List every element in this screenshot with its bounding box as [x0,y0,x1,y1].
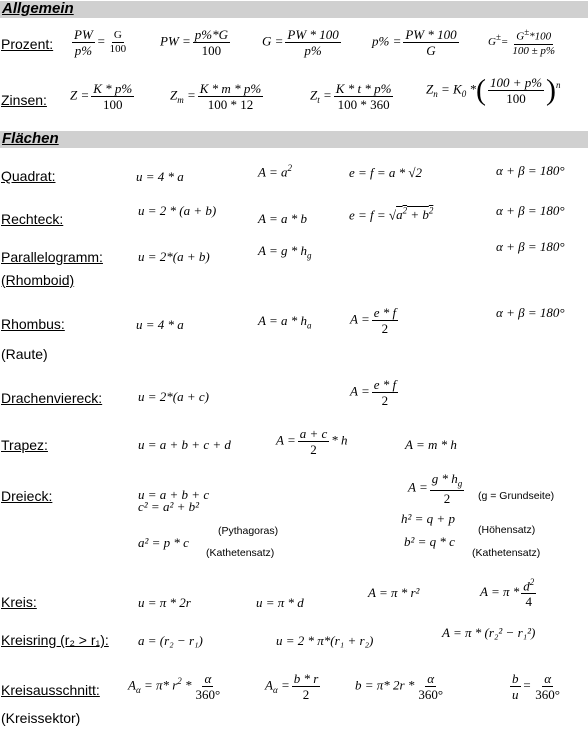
formula-rechteck-A: A = a * b [258,211,307,226]
formula-kreis-u1: u = π * 2r [138,595,191,610]
formula-trapez-A2: A = m * h [405,437,457,452]
formula-dreieck-u: u = a + b + c [138,487,210,502]
section-flaechen: Flächen [0,131,588,148]
formula-kreis-A1: A = π * r² [368,585,420,600]
formula-para-A: $A = g * h_g$ [258,243,312,261]
label-prozent: Prozent: [1,36,54,52]
formula-trapez-A1: A = $\frac{a + c}{2}$ * h [276,426,348,457]
formula-kreis-A2: A = π * $\frac{d^2}{4}$ [480,577,535,610]
note-kathetensatz-1: (Kathetensatz) [206,547,275,559]
formula-prozentwert: PW = $\frac{p\%*G}{100}$ [160,27,229,58]
formula-sektor-ratio: $\frac{b}{u}$ = $\frac{\alpha}{360^\circ}$ [512,671,560,702]
label-quadrat: Quadrat: [1,168,56,184]
formula-dreieck-pythagoras: c² = a² + b² [138,499,200,514]
formula-prozentsatz: p% = $\frac{PW * 100}{G}$ [372,27,457,58]
formula-trapez-u: u = a + b + c + d [138,437,231,452]
label-kreisring: Kreisring (r₂ > r₁): [1,632,109,648]
label-trapez: Trapez: [1,437,48,453]
formula-rhombus-A1: $A = a * h_a$ [258,313,312,331]
label-rechteck: Rechteck: [1,211,64,227]
formula-zinsen-monat: $Z_m$ = $\frac{K * m * p\%}{100 * 12}$ [170,81,262,112]
formula-sektor-A1: $A_\alpha = \pi*$ $r^2$ * $\frac{\alpha}{360^\circ}$ [128,671,221,702]
formula-kathetensatz-b: b² = q * c [404,534,455,549]
formula-rhombus-A2: A = $\frac{e * f}{2}$ [350,305,397,336]
label-dreieck: Dreieck: [1,488,53,504]
label-kreissektor: (Kreissektor) [1,710,81,726]
formula-ring-a: a = (r₂ − r₁) [138,633,203,648]
label-raute: (Raute) [1,346,48,362]
formula-sektor-b: b = π* 2r * $\frac{\alpha}{360^\circ}$ [355,671,444,702]
formula-grundwert: G = $\frac{PW * 100}{p\%}$ [262,27,339,58]
formula-zinsen-tag: $Z_t$ = $\frac{K * t * p\%}{100 * 360}$ [310,81,392,112]
note-pythagoras: (Pythagoras) [218,525,279,537]
formula-prozent-ratio: $\frac{PW}{p\%}$ = $\frac{G}{100}$ [74,27,127,58]
formula-rechteck-e: $e = f = √a^2 + b^2$ [349,206,434,223]
formula-quadrat-angle: α + β = 180° [496,163,565,178]
note-hoehensatz: (Höhensatz) [478,524,536,536]
label-drachenviereck: Drachenviereck: [1,390,103,406]
formula-zinseszins: $Z_n = K_0$ *( $\frac{100 + p\%}{100}$ )$^n$ [426,73,561,107]
formula-quadrat-A: $A = a^2$ [258,163,292,180]
formula-grundwert-pm: G±= $\frac{G^\pm*100}{100 \pm p\%}$ [488,27,556,57]
label-rhombus: Rhombus: [1,316,65,332]
formula-zinsen-jahr: Z = $\frac{K * p\%}{100}$ [70,81,133,112]
section-allgemein: Allgemein [0,1,588,18]
formula-kreis-u2: u = π * d [256,595,304,610]
formula-rechteck-u: u = 2 * (a + b) [138,203,217,218]
formula-sektor-A2: $A_\alpha$ = $\frac{b * r}{2}$ [265,671,319,702]
formula-drachen-u: u = 2*(a + c) [138,389,209,404]
formula-ring-A: A = π * (r₂² − r₁²) [442,625,536,640]
label-parallelogramm: Parallelogramm: [1,249,103,265]
note-grundseite: (g = Grundseite) [478,490,555,502]
formula-rhombus-u: u = 4 * a [136,317,184,332]
formula-rechteck-angle: α + β = 180° [496,203,565,218]
formula-kathetensatz-a: a² = p * c [138,535,189,550]
formula-quadrat-e: e = f = a * √2 [349,165,423,180]
label-kreisausschnitt: Kreisausschnitt: [1,682,100,698]
formula-para-u: u = 2*(a + b) [138,249,210,264]
formula-rhombus-angle: α + β = 180° [496,305,565,320]
formula-drachen-A: A = $\frac{e * f}{2}$ [350,377,397,408]
label-zinsen: Zinsen: [1,92,47,108]
formula-quadrat-u: u = 4 * a [136,169,184,184]
note-kathetensatz-2: (Kathetensatz) [472,547,541,559]
formula-hoehensatz: h² = q + p [401,511,455,526]
formula-dreieck-A: A = $\frac{g * h_g}{2}$ [408,471,463,506]
formula-para-angle: α + β = 180° [496,239,565,254]
formula-ring-u: u = 2 * π*(r₁ + r₂) [276,633,374,648]
label-rhomboid: (Rhomboid) [1,272,75,288]
label-kreis: Kreis: [1,594,37,610]
